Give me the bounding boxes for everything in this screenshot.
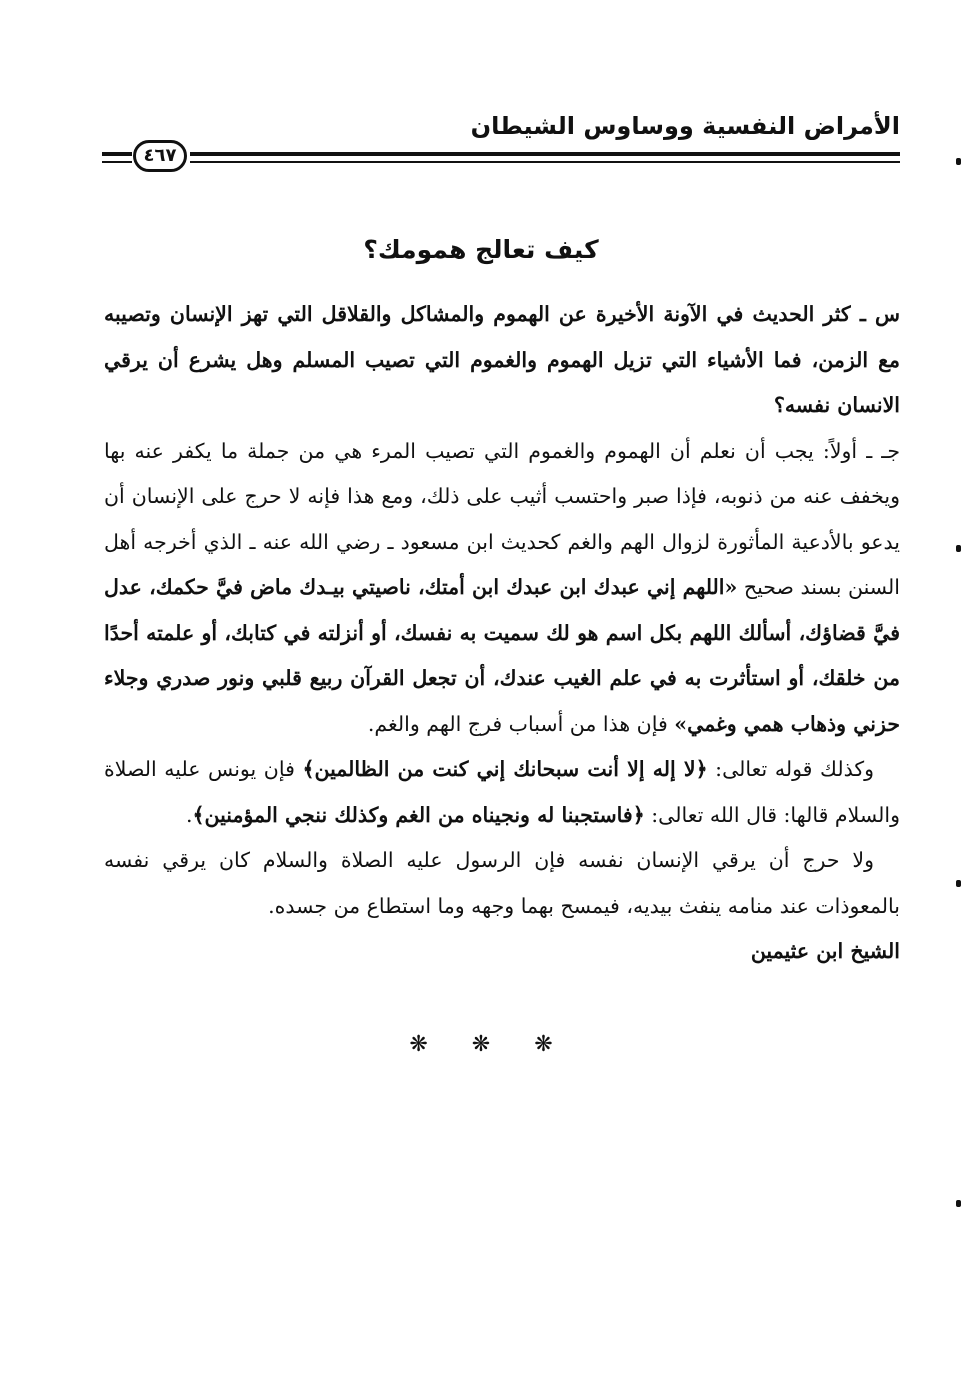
running-title: الأمراض النفسية ووساوس الشيطان	[470, 112, 900, 140]
verse-end: .	[185, 802, 193, 827]
star-icon: ❋	[409, 1032, 428, 1057]
scan-mark	[956, 1200, 961, 1207]
dua-quote: «اللهم إني عبدك ابن عبدك ابن أمتك، ناصيتي بيـدك ماض فيَّ حكمك، عدل فيَّ قضاؤك، أسألك اللهم بكل اسم هو لك سميت به نفسك، أو أنزلته في كتابك، أو علمته أحدًا من خلقك، أو استأثرت به في علم الغيب عندك، أن تجعل القرآن ربيع قلبي ونور صدري وجلاء حزني وذهاب همي وغمي»	[104, 575, 900, 736]
answer-paragraph	[104, 429, 900, 748]
star-icon: ❋	[534, 1032, 553, 1057]
verse-mid: فإن يونس عليه الصلاة والسلام قالها: قال الله تعالى:	[104, 757, 900, 827]
scan-mark	[956, 545, 961, 552]
verse-paragraph	[104, 747, 900, 838]
signature: الشيخ ابن عثيمين	[750, 939, 900, 963]
verse-quote-2: ﴿فاستجبنا له ونجيناه من الغم وكذلك ننجي المؤمنين﴾	[192, 802, 645, 827]
body-text	[104, 292, 900, 975]
section-heading: كيف تعالج همومك؟	[363, 235, 599, 264]
question-paragraph	[104, 292, 900, 429]
header-rule	[190, 152, 900, 156]
header-rule-left	[102, 152, 132, 156]
page-number: ٤٦٧	[133, 140, 187, 172]
answer-text-end: فإن هذا من أسباب فرج الهم والغم.	[367, 711, 675, 736]
question-text: كثر الحديث في الآونة الأخيرة عن الهموم والمشاكل والقلاقل التي تهز الإنسان وتصيبه مع الزمن، فما الأشياء التي تزيل الهموم والغموم التي تصيب المسلم وهل يشرع أن يرقي الانسان نفسه؟	[104, 302, 900, 417]
header-rule-left-thin	[102, 161, 132, 163]
question-prefix: س ـ	[850, 302, 900, 326]
separator-stars	[0, 1032, 962, 1057]
answer-text: جـ ـ أولاً: يجب أن نعلم أن الهموم والغموم التي تصيب المرء هي من جملة ما يكفر عنه بها ويخفف عنه من ذنوبه، فإذا صبر واحتسب أثيب على ذلك، ومع هذا فإنه لا حرج على الإنسان أن يدعو بالأدعية المأثورة لزوال الهم والغم كحديث ابن مسعود ـ رضي الله عنه ـ الذي أخرجه أهل السنن بسند صحيح	[104, 438, 901, 599]
verse-lead: وكذلك قوله تعالى:	[707, 757, 874, 781]
header-rule-thin	[190, 161, 900, 163]
star-icon: ❋	[471, 1032, 491, 1057]
verse-quote-1: ﴿لا إله إلا أنت سبحانك إني كنت من الظالمين﴾	[302, 757, 708, 781]
scan-mark	[956, 158, 961, 165]
ruqyah-paragraph: ولا حرج أن يرقي الإنسان نفسه فإن الرسول عليه الصلاة والسلام كان يرقي نفسه بالمعوذات عند منامه ينفث بيديه، فيمسح بهما وجهه وما استطاع من جسده.	[104, 848, 900, 918]
scan-mark	[956, 880, 961, 887]
